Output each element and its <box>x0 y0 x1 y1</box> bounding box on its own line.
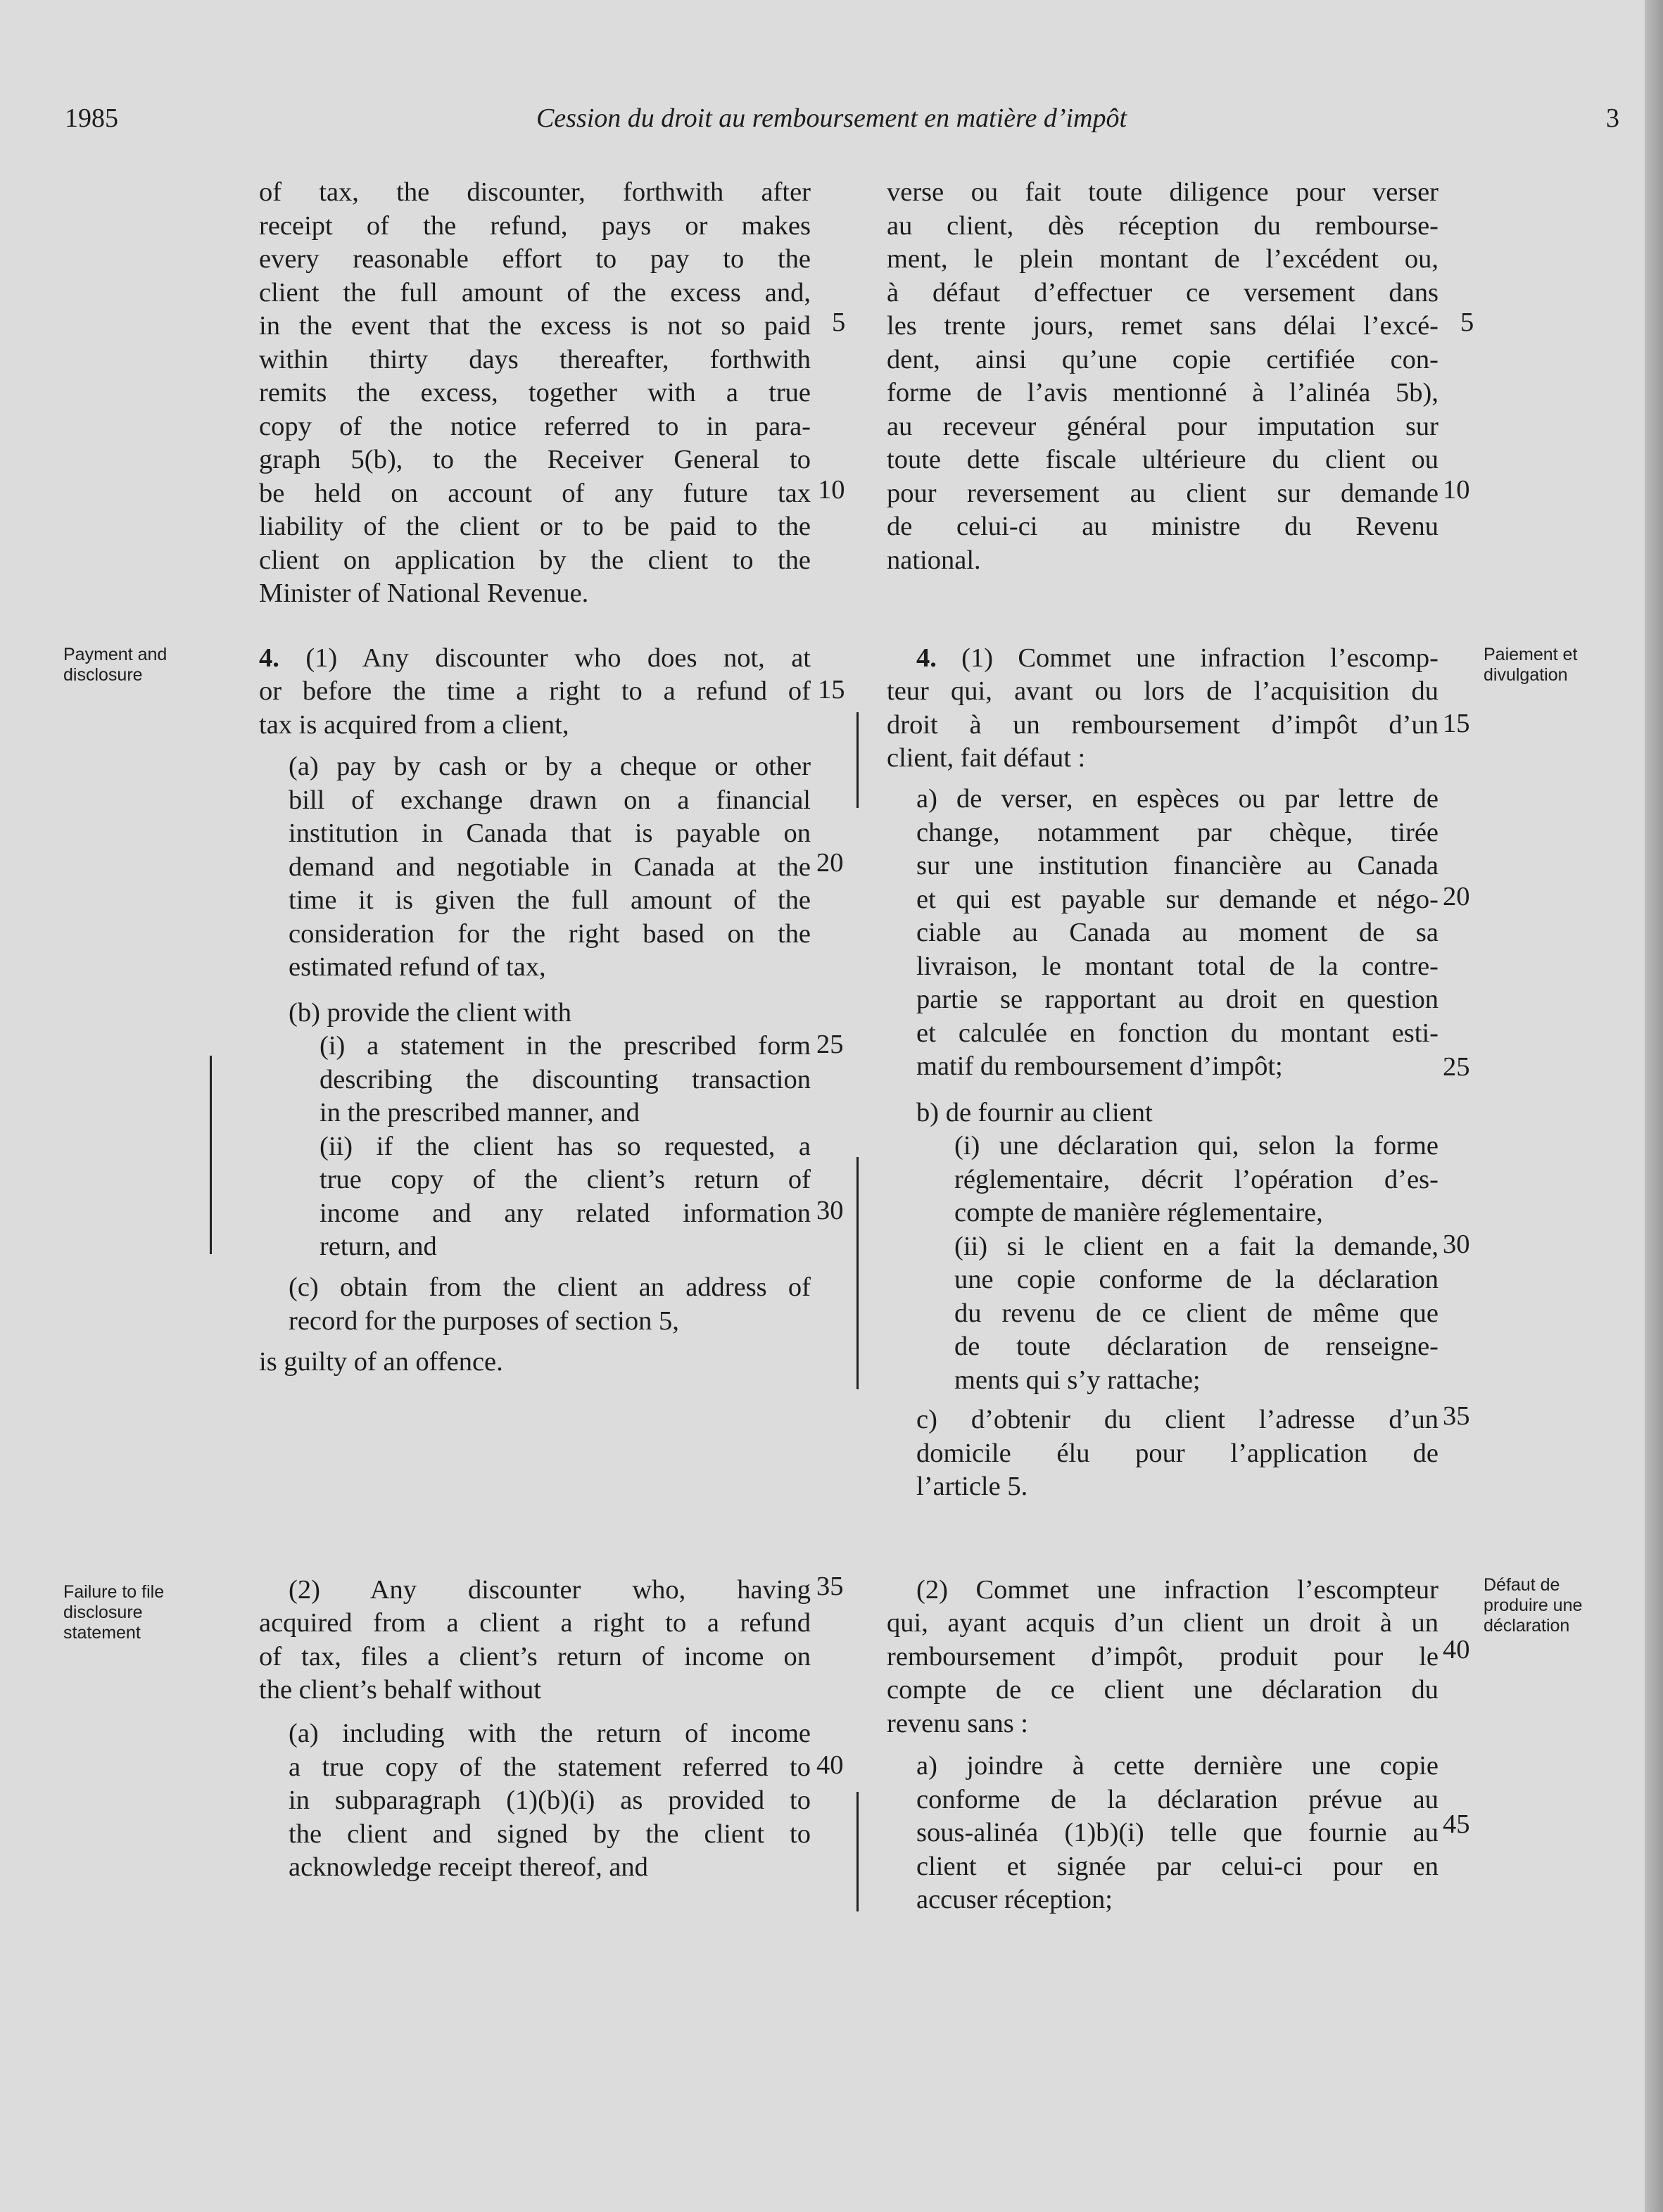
text-line: (i) a statement in the prescribed form <box>320 1031 811 1061</box>
text-line: toute dette fiscale ultérieure du client ou <box>887 445 1438 474</box>
page-number: 3 <box>1606 103 1619 133</box>
text-line: sur une institution financière au Canada <box>916 851 1438 880</box>
text-span: (1) Commet une infraction l’escomp- <box>961 643 1438 673</box>
en-section-4-2-cont <box>259 1607 811 1707</box>
text-line: compte de manière réglementaire, <box>954 1198 1323 1227</box>
text-line: institution in Canada that is payable on <box>289 819 811 848</box>
text-line: the client and signed by the client to <box>289 1819 811 1849</box>
line-number: 30 <box>1443 1230 1470 1259</box>
text-line: liability of the client or to be paid to the <box>259 512 811 541</box>
text-line: une copie conforme de la déclaration <box>954 1265 1438 1294</box>
text-line: graph 5(b), to the Receiver General to <box>259 445 811 474</box>
text-line: change, notamment par chèque, tirée <box>916 817 1438 847</box>
line-number: 25 <box>816 1030 844 1059</box>
en-para-b <box>289 997 811 1030</box>
text-line: bill of exchange drawn on a financial <box>289 785 811 815</box>
text-line: within thirty days thereafter, forthwith <box>259 344 811 374</box>
text-line: in the event that the excess is not so paid <box>259 311 811 341</box>
fr-4-2-para-a <box>916 1750 1438 1917</box>
margin-line: Failure to file <box>63 1582 165 1602</box>
fr-section-4-2 <box>916 1574 1438 1607</box>
en-section-3-tail <box>259 176 811 611</box>
margin-note-payment-fr <box>1484 645 1577 685</box>
fr-section-4-1-cont <box>887 675 1438 776</box>
fr-para-c <box>916 1403 1438 1504</box>
text-line: matif du remboursement d’impôt; <box>916 1051 1283 1081</box>
text-line: consideration for the right based on the <box>289 918 811 949</box>
text-line: les trente jours, remet sans délai l’excé- <box>887 311 1438 341</box>
text-line: livraison, le montant total de la contre- <box>916 951 1438 981</box>
text-line: national. <box>887 545 981 575</box>
line-number: 10 <box>1443 475 1470 505</box>
text-line: income and any related information <box>320 1198 811 1228</box>
revision-bar <box>856 1792 859 1911</box>
en-para-a <box>289 750 811 985</box>
margin-line: Paiement et <box>1484 645 1578 664</box>
text-line: de toute déclaration de renseigne- <box>954 1332 1438 1361</box>
text-line: au receveur général pour imputation sur <box>887 411 1438 441</box>
text-line: droit à un remboursement d’impôt d’un <box>887 709 1438 740</box>
text-line: record for the purposes of section 5, <box>289 1306 679 1336</box>
text-line: a true copy of the statement referred to <box>289 1752 811 1782</box>
text-line: (i) une déclaration qui, selon la forme <box>954 1131 1438 1161</box>
text-line: de celui-ci au ministre du Revenu <box>887 512 1438 541</box>
margin-line: disclosure <box>63 1603 143 1622</box>
text-line: et calculée en fonction du montant esti- <box>916 1018 1438 1048</box>
margin-line: Défaut de <box>1484 1575 1560 1595</box>
margin-line: Payment and <box>63 645 167 664</box>
text-line: c) d’obtenir du client l’adresse d’un <box>916 1405 1438 1434</box>
text-line: of tax, the discounter, forthwith after <box>259 177 811 207</box>
margin-line: disclosure <box>63 665 143 685</box>
text-line: return, and <box>320 1232 437 1261</box>
line-number: 15 <box>1443 709 1470 738</box>
text-line: du revenu de ce client de même que <box>954 1298 1438 1328</box>
en-4-2-para-a <box>289 1717 811 1885</box>
line-number: 35 <box>816 1572 844 1601</box>
text-line: estimated refund of tax, <box>289 952 546 982</box>
margin-line: déclaration <box>1484 1616 1570 1636</box>
line-number: 15 <box>818 675 845 704</box>
en-subpara-b-i <box>320 1030 811 1264</box>
en-section-4-1-cont <box>259 675 811 742</box>
text-line: remboursement d’impôt, produit pour le <box>887 1641 1438 1671</box>
margin-note-failure-en <box>63 1582 164 1643</box>
text-line: acquired from a client a right to a refund <box>259 1608 811 1638</box>
text-line: (2) Commet une infraction l’escompteur <box>916 1575 1438 1605</box>
line-number: 20 <box>816 848 844 878</box>
fr-subpara-b <box>954 1130 1438 1397</box>
text-line: a) de verser, en espèces ou par lettre de <box>916 784 1438 814</box>
text-line: remits the excess, together with a true <box>259 378 811 407</box>
text-line: verse ou fait toute diligence pour verser <box>887 177 1438 207</box>
text-line: (a) including with the return of income <box>289 1719 811 1748</box>
text-line: domicile élu pour l’application de <box>916 1438 1438 1468</box>
text-line: true copy of the client’s return of <box>320 1165 811 1194</box>
text-line: (ii) si le client en a fait la demande, <box>954 1231 1438 1261</box>
text-line: copy of the notice referred to in para- <box>259 411 811 441</box>
text-line: (c) obtain from the client an address of <box>289 1272 811 1302</box>
text-line: revenu sans : <box>887 1708 1028 1738</box>
text-line: client on application by the client to the <box>259 545 811 575</box>
text-line: client the full amount of the excess and, <box>259 277 811 308</box>
text-line: dent, ainsi qu’une copie certifiée con- <box>887 344 1438 374</box>
text-line: client et signée par celui-ci pour en <box>916 1851 1438 1881</box>
margin-line: divulgation <box>1484 665 1568 685</box>
text-line: l’article 5. <box>916 1472 1028 1501</box>
text-line: à défaut d’effectuer ce versement dans <box>887 277 1438 308</box>
text-line: (b) provide the client with <box>289 998 571 1028</box>
fr-section-4-2-cont <box>887 1607 1438 1740</box>
text-line: réglementaire, décrit l’opération d’es- <box>954 1164 1438 1194</box>
line-number: 25 <box>1443 1052 1470 1082</box>
section-number: 4. <box>259 643 279 673</box>
line-number: 45 <box>1443 1809 1470 1839</box>
page-edge <box>1645 0 1663 2212</box>
text-line: tax is acquired from a client, <box>259 709 569 740</box>
fr-section-4-1 <box>916 642 1438 676</box>
text-line: (2) Any discounter who, having <box>289 1575 811 1605</box>
line-number: 30 <box>816 1196 844 1225</box>
text-line: be held on account of any future tax <box>259 478 811 508</box>
en-para-c <box>289 1271 811 1338</box>
text-line: describing the discounting transaction <box>320 1064 811 1094</box>
text-line: receipt of the refund, pays or makes <box>259 210 811 241</box>
text-line: or before the time a right to a refund of <box>259 676 811 706</box>
line-number: 40 <box>816 1750 844 1780</box>
line-number: 5 <box>1460 308 1474 337</box>
revision-bar <box>210 1056 212 1254</box>
en-guilty <box>259 1346 811 1379</box>
line-number: 35 <box>1443 1401 1470 1431</box>
text-line: of tax, files a client’s return of income on <box>259 1641 811 1671</box>
line-number: 10 <box>818 475 845 505</box>
text-line: au client, dès réception du rembourse- <box>887 210 1438 241</box>
fr-section-3-tail <box>887 176 1438 577</box>
text-line: sous-alinéa (1)b)(i) telle que fournie au <box>916 1818 1438 1847</box>
text-span: (1) Any discounter who does not, at <box>305 643 811 673</box>
text-line: b) de fournir au client <box>916 1098 1153 1127</box>
section-number: 4. <box>916 643 937 673</box>
margin-note-failure-fr <box>1484 1575 1582 1636</box>
text-line: pour reversement au client sur demande <box>887 478 1438 508</box>
text-line: compte de ce client une déclaration du <box>887 1675 1438 1705</box>
text-line: (a) pay by cash or by a cheque or other <box>289 752 811 781</box>
text-line: (ii) if the client has so requested, a <box>320 1131 811 1161</box>
line-number: 40 <box>1443 1635 1470 1664</box>
text-line: et qui est payable sur demande et négo- <box>916 884 1438 914</box>
margin-line: produire une <box>1484 1595 1583 1615</box>
text-line: teur qui, avant ou lors de l’acquisition du <box>887 676 1438 706</box>
text-line: Minister of National Revenue. <box>259 579 589 608</box>
text-line: forme de l’avis mentionné à l’alinéa 5b), <box>887 378 1438 407</box>
text-line: in the prescribed manner, and <box>320 1098 640 1127</box>
text-line: partie se rapportant au droit en question <box>916 985 1438 1014</box>
text-line: a) joindre à cette dernière une copie <box>916 1751 1438 1781</box>
en-section-4-1 <box>259 642 811 676</box>
text-line: ment, le plein montant de l’excédent ou, <box>887 244 1438 274</box>
text-line: client, fait défaut : <box>887 743 1086 773</box>
en-section-4-2 <box>289 1574 811 1607</box>
line-number: 5 <box>832 308 846 337</box>
text-line <box>259 642 811 676</box>
text-line: ciable au Canada au moment de sa <box>916 918 1438 947</box>
revision-bar <box>856 712 859 808</box>
text-line: accuser réception; <box>916 1885 1113 1914</box>
fr-para-b <box>916 1096 1438 1130</box>
text-line: qui, ayant acquis d’un client un droit à un <box>887 1608 1438 1638</box>
text-line: demand and negotiable in Canada at the <box>289 852 811 882</box>
text-line: every reasonable effort to pay to the <box>259 244 811 274</box>
text-line: the client’s behalf without <box>259 1675 541 1705</box>
fr-para-a <box>916 783 1438 1084</box>
text-line: in subparagraph (1)(b)(i) as provided to <box>289 1786 811 1815</box>
text-line: ments qui s’y rattache; <box>954 1365 1201 1395</box>
line-number: 20 <box>1443 882 1470 911</box>
margin-note-payment-en <box>63 645 167 685</box>
text-line: acknowledge receipt thereof, and <box>289 1852 648 1882</box>
margin-line: statement <box>63 1623 141 1643</box>
text-line: is guilty of an offence. <box>259 1347 503 1377</box>
header-title: Cession du droit au remboursement en matière d’impôt <box>536 103 1127 133</box>
revision-bar <box>856 1157 859 1389</box>
header-year: 1985 <box>65 103 118 133</box>
text-line: time it is given the full amount of the <box>289 885 811 915</box>
text-line <box>916 642 1438 676</box>
text-line: conforme de la déclaration prévue au <box>916 1784 1438 1814</box>
